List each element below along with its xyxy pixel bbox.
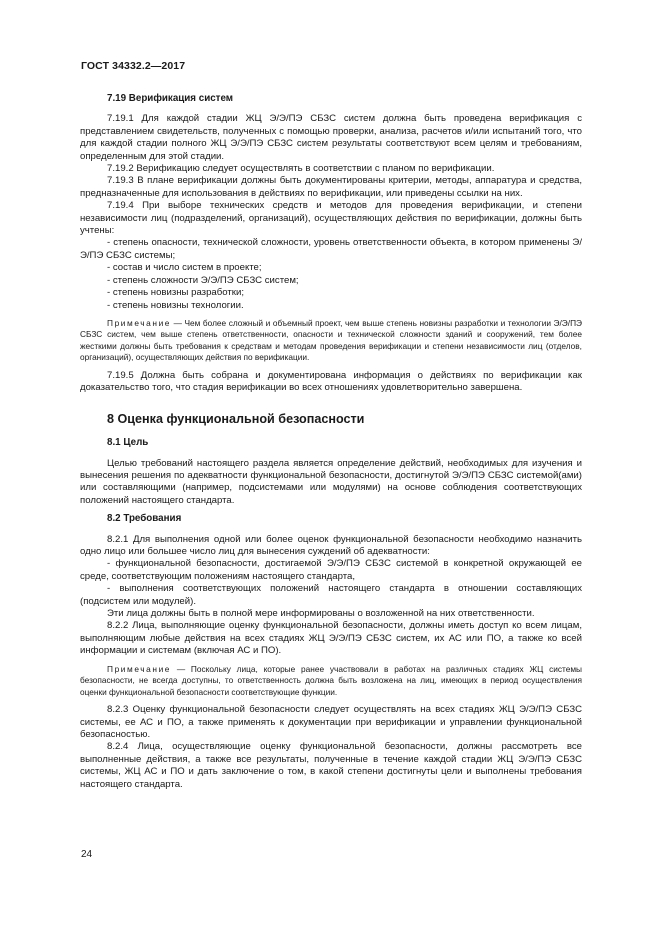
note-text: — Чем более сложный и объемный проект, чем выше степень новизны разработки и технологии Э/Э/ПЭ СБЗС систем, чем выше степень ответственности, опасности и технической сложности зданий и сооружений, тем более жесткими должны быть требования к средствам и методам проведения верификации и степени независимости лиц (отделов, организаций), осуществляющих действия по верификации. (80, 317, 582, 363)
paragraph-8-2-2: 8.2.2 Лица, выполняющие оценку функциональной безопасности, должны иметь доступ ко всем лицам, выполняющим любые действия на всех стадиях ЖЦ Э/Э/ПЭ СБЗС систем, их АС или ПО, а также ко всей информации и системам (включая АС и ПО). (80, 620, 582, 657)
paragraph-8-2-1-responsibility: Эти лица должны быть в полной мере информированы о возложенной на них ответственности. (107, 608, 535, 619)
document-code-header: ГОСТ 34332.2—2017 (81, 60, 186, 72)
paragraph-8-2-4: 8.2.4 Лица, осуществляющие оценку функциональной безопасности, должны рассмотреть все выполненные действия, а также все результаты, полученные в течение каждой стадии ЖЦ Э/Э/ПЭ СБЗС системы, ЖЦ АС и ПО и дать заключение о том, в какой степени достигнуты цели и выполнены требования настоящего стандарта. (80, 741, 582, 790)
page-number: 24 (81, 849, 93, 860)
section-8-1-title: 8.1 Цель (107, 437, 149, 449)
note-label: Примечание (107, 317, 172, 328)
list-item: - степень новизны технологии. (107, 299, 244, 311)
paragraph-7-19-2: 7.19.2 Верификацию следует осуществлять в соответствии с планом по верификации. (107, 163, 495, 175)
section-8-title: 8 Оценка функциональной безопасности (107, 411, 365, 426)
note-7-19-4 (80, 318, 582, 364)
paragraph-7-19-4: 7.19.4 При выборе технических средств и методов для проведения верификации, и степени независимости лиц (подразделений, организаций), осуществляющих действия по верификации, должны быть учтены: (80, 200, 582, 237)
list-item: - степень сложности Э/Э/ПЭ СБЗС систем; (107, 274, 299, 286)
list-item: - функциональной безопасности, достигаемой Э/Э/ПЭ СБЗС системой в конкретной окружающей ее среде, соответствующим положениям настоящего стандарта, (80, 558, 582, 582)
section-8-2-title: 8.2 Требования (107, 513, 182, 525)
note-text: — Поскольку лица, которые ранее участвовали в работах на различных стадиях ЖЦ системы безопасности, не всегда доступны, то ответственность должна быть возложена на лиц, имеющих в период осуществления оценки функциональной безопасности соответствующие функции. (80, 663, 582, 697)
list-item: - степень опасности, технической сложности, уровень ответственности объекта, в котором применены Э/Э/ПЭ СБЗС системы; (80, 237, 582, 261)
paragraph-8-1: Целью требований настоящего раздела является определение действий, необходимых для изучения и вынесения решения по адекватности функциональной безопасности, достигнутой Э/Э/ПЭ СБЗС системой(ами) или составляющими (например, подсистемами или модулями) на основе соблюдения соответствующих положений настоящего стандарта. (80, 457, 582, 506)
list-item: - состав и число систем в проекте; (107, 262, 262, 274)
paragraph-7-19-3: 7.19.3 В плане верификации должны быть документированы критерии, методы, аппаратура и средства, предназначенные для использования в действиях по верификации, или приведены ссылки на них. (80, 175, 582, 199)
paragraph-8-2-1: 8.2.1 Для выполнения одной или более оценок функциональной безопасности необходимо назначить одно лицо или большее число лиц для вынесения суждений об адекватности: (80, 533, 582, 557)
note-8-2-2 (80, 664, 582, 699)
paragraph-7-19-5: 7.19.5 Должна быть собрана и документирована информация о действиях по верификации как доказательство того, что стадия верификации во всех отношениях удовлетворительно завершена. (80, 369, 582, 394)
document-body (80, 93, 582, 791)
paragraph-8-2-3: 8.2.3 Оценку функциональной безопасности следует осуществлять на всех стадиях ЖЦ Э/Э/ПЭ СБЗС системы, ее АС и ПО, а также применять к документации при верификации и управлении функциональной безопасностью. (80, 704, 582, 740)
paragraph-7-19-1: 7.19.1 Для каждой стадии ЖЦ Э/Э/ПЭ СБЗС систем должна быть проведена верификация с представлением свидетельств, полученных с помощью проверки, анализа, расчетов и/или испытаний того, что для каждой стадии полного ЖЦ Э/Э/ПЭ СБЗС систем результаты соответствуют всем целям и требованиям, определенным для этой стадии. (80, 113, 582, 162)
list-item: - степень новизны разработки; (107, 287, 244, 299)
section-7-19-title: 7.19 Верификация систем (107, 93, 234, 104)
list-item: - выполнения соответствующих положений настоящего стандарта в отношении составляющих (подсистем или модулей). (80, 583, 582, 607)
note-label: Примечание (107, 663, 172, 674)
